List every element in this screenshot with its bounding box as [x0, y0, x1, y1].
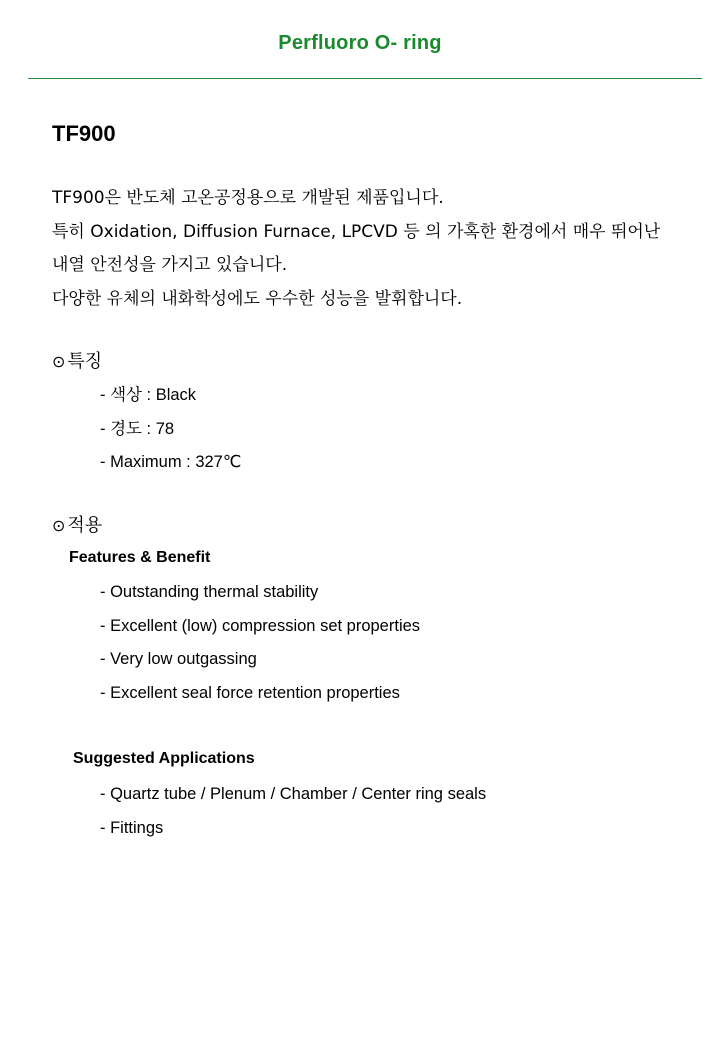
- suggested-applications-heading: Suggested Applications: [73, 750, 255, 767]
- suggested-applications-list: [100, 783, 486, 850]
- page-header-title: Perfluoro O- ring: [278, 32, 442, 54]
- application-heading-label: 적용: [67, 515, 103, 536]
- list-item: - 경도 : 78: [100, 419, 175, 438]
- list-item: - Quartz tube / Plenum / Chamber / Center ring seals: [100, 785, 487, 803]
- features-section-heading: [52, 347, 102, 373]
- list-item: - Maximum : 327℃: [100, 453, 242, 472]
- list-item: - Excellent seal force retention properties: [100, 684, 400, 703]
- features-benefit-heading: Features & Benefit: [69, 549, 211, 566]
- features-heading-label: 특징: [67, 351, 103, 372]
- intro-line: 다양한 유체의 내화학성에도 우수한 성능을 발휘합니다.: [52, 288, 463, 309]
- intro-line: 특히 Oxidation, Diffusion Furnace, LPCVD 등 의 가혹한 환경에서 매우 뛰어난: [52, 221, 661, 242]
- list-item: - Very low outgassing: [100, 650, 257, 669]
- circle-dot-icon: ⊙: [52, 352, 66, 371]
- application-section-heading: [52, 511, 102, 537]
- list-item: - Outstanding thermal stability: [100, 583, 319, 601]
- intro-paragraph: [52, 186, 692, 320]
- circle-dot-icon: ⊙: [52, 516, 66, 535]
- intro-line: 내열 안전성을 가지고 있습니다.: [52, 255, 288, 275]
- intro-line: TF900은 반도체 고온공정용으로 개발된 제품입니다.: [52, 188, 444, 208]
- features-benefit-list: [100, 581, 420, 716]
- product-title: TF900: [52, 121, 116, 146]
- list-item: - 색상 : Black: [100, 386, 197, 404]
- list-item: - Excellent (low) compression set properties: [100, 616, 421, 635]
- header-divider: [28, 78, 702, 79]
- features-list: [100, 384, 241, 485]
- list-item: - Fittings: [100, 818, 164, 837]
